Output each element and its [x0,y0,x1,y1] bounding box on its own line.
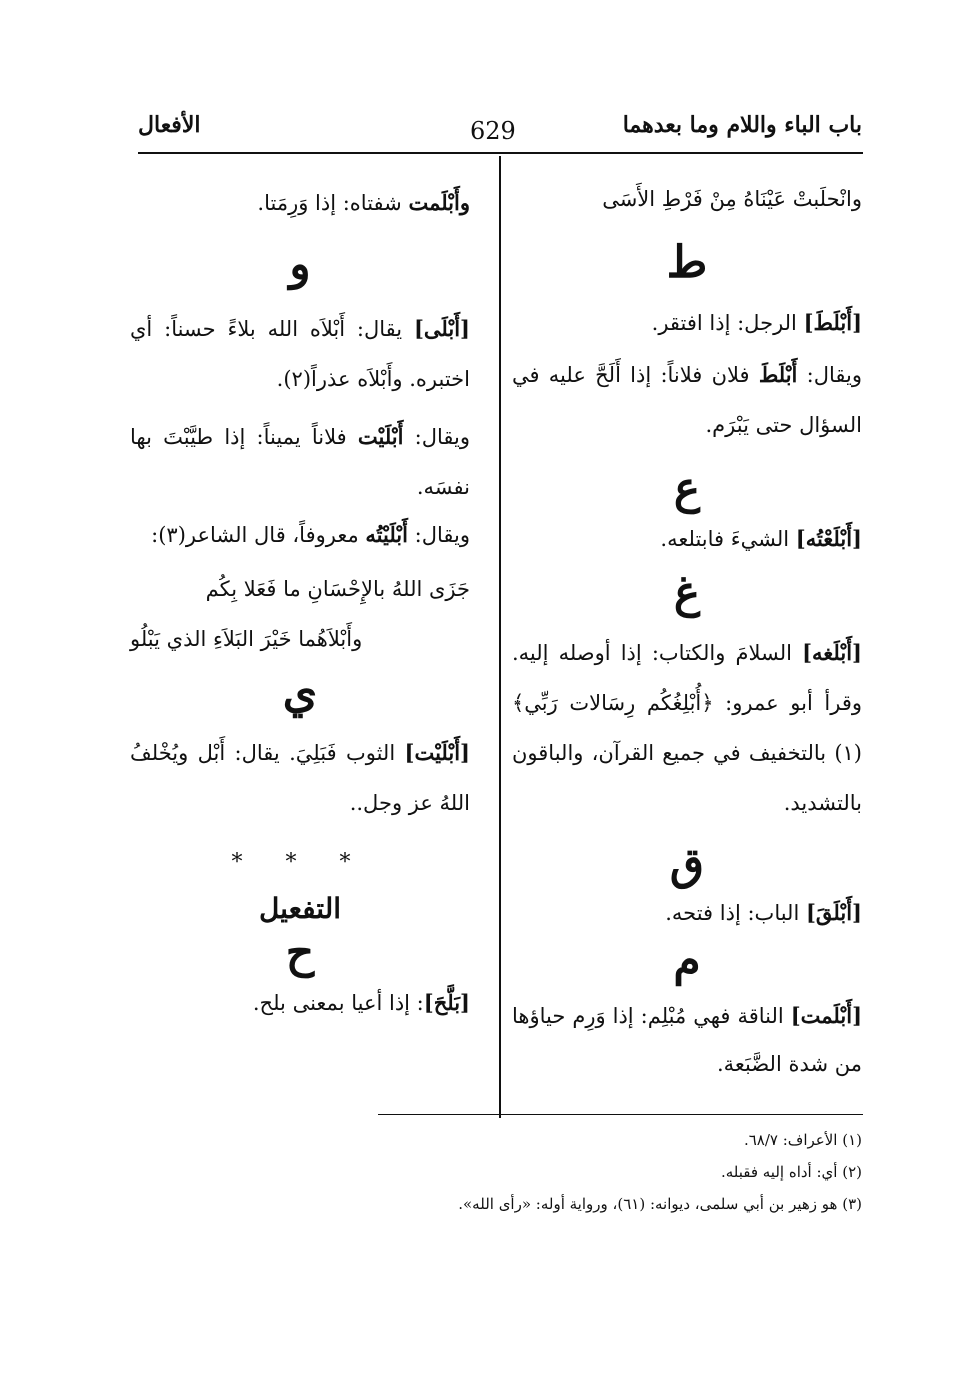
entry-prefix: ويقال: [407,523,470,547]
entry-ablaytuh [130,522,470,548]
letter-heading-ain: ع [673,463,701,514]
footnotes [102,1130,862,1226]
entry-text: معروفاً، قال الشاعر(٣): [151,523,366,547]
entry-ablaghah [512,628,862,828]
entry-ablayt-yamin [130,412,470,512]
entry-text: شفتاه: إذا وَرِمَتا. [257,191,409,215]
poem-verse-1: جَزَى اللهُ بالإِحْسَانِ ما فَعَلا بِكُم [205,577,470,601]
left-column [130,160,470,1016]
headword: أَبْلَطَ [758,362,798,387]
headword: أَبْلَيْت [357,424,404,449]
entry-prefix: ويقال: [797,363,862,387]
footnote-1: (١) الأعراف: ٦٨/٧. [743,1131,862,1149]
right-column [512,160,862,1088]
headword: [أَبْلَقَ] [805,900,862,925]
section-separator: * * * [231,850,369,875]
entry-abla [130,304,470,404]
entry-text: الشيءَ فابتلعه. [660,527,796,551]
headword: [بَلَّحَ] [423,990,470,1015]
entry-ablamat-lips [130,190,470,216]
letter-heading-qaf: ق [669,839,705,890]
headword: [أَبْلَغه] [802,640,862,665]
poem-verse-2: وأَبْلاَهُما خَيْرَ البَلاَءِ الذي يَبْلُو [130,627,363,651]
entry-text: فلاناً يميناً: إذا طيَّبْتَ بها نفسَه. [130,425,470,499]
headword: [أَبْلَعْتُه] [795,526,862,551]
entry-ablayt-thawb [130,728,470,828]
letter-heading-ha: ح [285,927,315,978]
headword: [أَبْلَى] [413,316,470,341]
letter-heading-ghain: غ [673,567,701,618]
entry-prefix: ويقال: [403,425,471,449]
headword: أَبْلَيْتُه [365,522,408,547]
page-number: 629 [470,117,516,145]
footnote-3: (٣) هو زهير بن أبي سلمى، ديوانه: (٦١)، ورواية أوله: «رأى الله». [458,1195,862,1213]
entry-text: الرجل: إذا افتقر. [651,311,804,335]
letter-heading-ya: ي [282,667,318,718]
running-header-chapter: باب الباء واللام وما بعدهما [622,112,862,138]
entry-text: الباب: إذا فتحه. [665,901,806,925]
headword: [أَبْلَطَ] [803,310,862,335]
entry-ablaatuh [512,526,862,552]
letter-heading-waw: و [289,239,311,290]
headword: [أَبْلَيْت] [404,740,470,765]
entry-ballaha [130,990,470,1016]
entry-text: : إذا أعيا بمعنى بلح. [252,991,424,1015]
column-divider [499,156,501,1118]
entry-ablata [512,310,862,336]
section-heading-tafil: التفعيل [258,892,342,925]
entry-ablata-2 [512,350,862,450]
footnote-rule [378,1114,863,1115]
footnote-2: (٢) أي: أداه إليه فقبله. [720,1163,862,1181]
entry-ablamat [512,992,862,1088]
letter-heading-mim: م [673,935,701,986]
entry-text: فلان فلاناً: إذا أَلَحَّ عليه في السؤال حتى يَبْرَم. [512,363,862,437]
headword: وأَبْلَمت [408,190,470,215]
entry-text: الناقة فهي مُبْلِم: إذا وَرِم حياؤها من شدة الضَّبَعة. [512,1004,862,1076]
verse-line: وانْحلَبتْ عَيْنَاهُ مِنْ فَرْطِ الأَسَى [602,187,862,211]
entry-text: يقال: أَبْلاَه الله بلاءً حسناً: أي اختبره. وأَبْلاَه عذراً(٢). [130,317,470,391]
letter-heading-ta: ط [666,237,708,288]
headword: [أَبْلَمت] [790,1003,862,1028]
header-rule [138,152,863,154]
entry-text: السلامَ والكتاب: إذا أوصله إليه. وقرأ أبو عمرو: ﴿أُبْلِغُكُم رِسَالات رَبِّي﴾(١) بالتخفيف في جميع القرآن، والباقون بالتشديد. [512,641,862,815]
entry-text: الثوب فَبَلِيَ. يقال: أَبْل ويُخْلفُ اللهُ عز وجل.. [130,741,470,815]
entry-ablaqa [512,900,862,926]
running-header-section: الأفعال [138,112,201,138]
